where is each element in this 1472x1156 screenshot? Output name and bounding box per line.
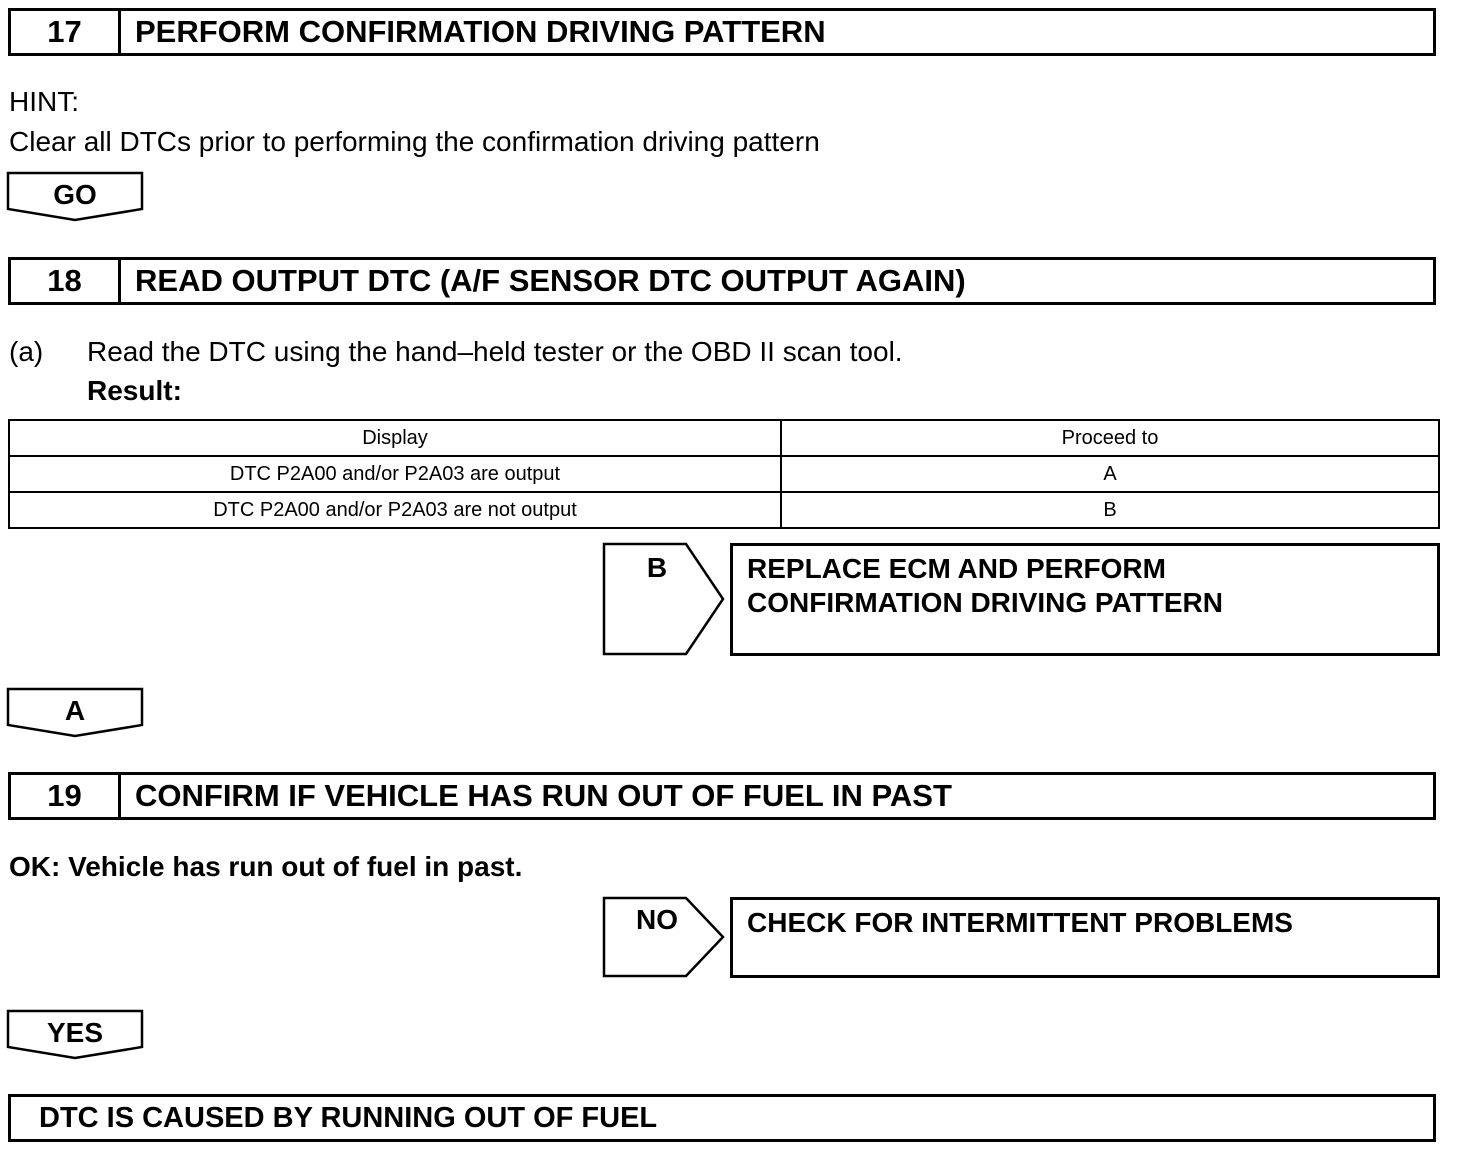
step-number: 19 xyxy=(11,775,121,817)
action-text: CHECK FOR INTERMITTENT PROBLEMS xyxy=(747,907,1293,938)
action-text-line1: REPLACE ECM AND PERFORM xyxy=(747,553,1166,584)
final-result-box xyxy=(8,1094,1436,1142)
result-label: Result: xyxy=(87,375,182,406)
action-text-line2: CONFIRMATION DRIVING PATTERN xyxy=(747,587,1223,618)
hint-text: Clear all DTCs prior to performing the confirmation driving pattern xyxy=(9,126,820,157)
step-number: 17 xyxy=(11,11,121,53)
table-cell: B xyxy=(781,492,1439,528)
step-title: READ OUTPUT DTC (A/F SENSOR DTC OUTPUT AGAIN) xyxy=(135,263,966,298)
yes-flow-marker xyxy=(6,1009,144,1061)
table-cell: DTC P2A00 and/or P2A03 are not output xyxy=(9,492,781,528)
column-header: Proceed to xyxy=(781,420,1439,456)
result-table xyxy=(8,419,1440,529)
table-row xyxy=(9,492,1439,528)
no-branch-arrow xyxy=(602,896,726,980)
yes-label: YES xyxy=(46,1017,104,1048)
column-header: Display xyxy=(9,420,781,456)
step-17-header xyxy=(8,8,1436,56)
branch-label: NO xyxy=(636,904,678,935)
step-19-header xyxy=(8,772,1436,820)
b-branch-action-box xyxy=(730,543,1440,656)
branch-label: B xyxy=(646,552,668,583)
a-label: A xyxy=(64,695,86,726)
ok-criteria-text: OK: Vehicle has run out of fuel in past. xyxy=(9,851,523,882)
no-branch-action-box xyxy=(730,897,1440,978)
final-result-text: DTC IS CAUSED BY RUNNING OUT OF FUEL xyxy=(39,1101,658,1134)
step-title: PERFORM CONFIRMATION DRIVING PATTERN xyxy=(135,14,826,49)
hint-label: HINT: xyxy=(9,86,79,117)
step-title: CONFIRM IF VEHICLE HAS RUN OUT OF FUEL IN PAST xyxy=(135,778,952,813)
go-label: GO xyxy=(53,179,97,210)
step-number: 18 xyxy=(11,260,121,302)
instruction-marker: (a) xyxy=(9,336,44,367)
b-branch-arrow xyxy=(602,542,726,658)
table-header-row xyxy=(9,420,1439,456)
table-row xyxy=(9,456,1439,492)
table-cell: DTC P2A00 and/or P2A03 are output xyxy=(9,456,781,492)
table-cell: A xyxy=(781,456,1439,492)
go-flow-marker xyxy=(6,171,144,223)
a-flow-marker xyxy=(6,687,144,739)
step-18-header xyxy=(8,257,1436,305)
instruction-text: Read the DTC using the hand–held tester or the OBD II scan tool. xyxy=(87,336,903,367)
